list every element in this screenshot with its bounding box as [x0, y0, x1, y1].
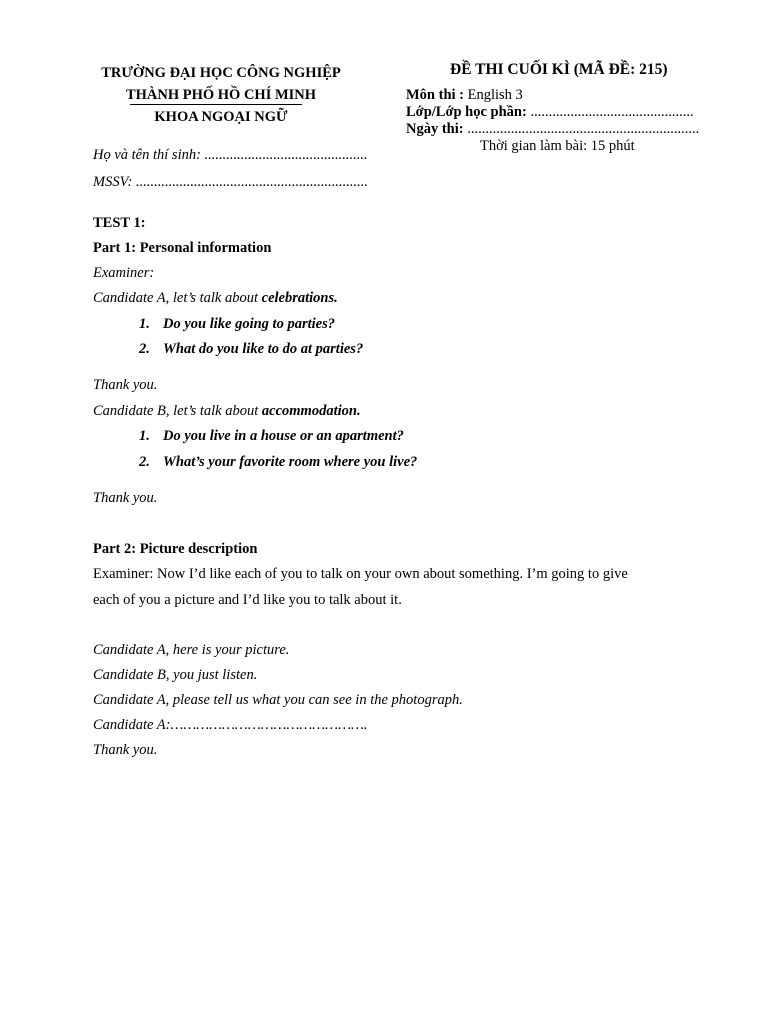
faculty-name: KHOA NGOẠI NGỮ	[154, 109, 288, 125]
subject-label: Môn thi :	[406, 87, 464, 103]
candidate-a-question-1	[139, 316, 335, 333]
date-label: Ngày thi:	[406, 121, 464, 137]
header-underline	[130, 104, 302, 105]
candidate-a-intro-text: Candidate A, let’s talk about	[93, 290, 262, 306]
university-name-line2-text: THÀNH PHỐ HỒ CHÍ MINH	[125, 87, 317, 103]
part2-line-3: Candidate A, please tell us what you can see in the photograph.	[93, 692, 463, 708]
candidate-b-intro-text: Candidate B, let’s talk about	[93, 403, 262, 419]
subject-row	[406, 87, 523, 104]
candidate-b-question-2	[139, 454, 417, 471]
examiner-label: Examiner:	[93, 265, 155, 281]
part2-instruction-line2: each of you a picture and I’d like you to talk about it.	[93, 592, 402, 608]
class-row	[406, 104, 694, 121]
part2-line-4: Candidate A:……………………………………….	[93, 717, 368, 733]
question-text: What do you like to do at parties?	[163, 341, 364, 357]
class-dots: .............................................	[530, 104, 694, 120]
part2-line-2: Candidate B, you just listen.	[93, 667, 258, 683]
exam-duration: Thời gian làm bài: 15 phút	[480, 138, 635, 154]
question-text: Do you live in a house or an apartment?	[163, 428, 404, 444]
candidate-b-topic: accommodation.	[261, 403, 361, 419]
part2-instruction-line1: Examiner: Now I’d like each of you to talk on your own about something. I’m going to give	[93, 566, 628, 582]
university-name-line2	[80, 87, 362, 104]
candidate-b-question-1	[139, 428, 404, 445]
university-name-line1: TRƯỜNG ĐẠI HỌC CÔNG NGHIỆP	[101, 65, 341, 81]
question-number: 1.	[139, 316, 150, 332]
part2-line-5: Thank you.	[93, 742, 158, 758]
student-id-field: MSSV: ................................................................	[93, 174, 368, 190]
candidate-a-question-2	[139, 341, 363, 358]
class-label: Lớp/Lớp học phần:	[406, 104, 527, 120]
part2-title: Part 2: Picture description	[93, 541, 258, 557]
part1-title: Part 1: Personal information	[93, 240, 272, 256]
thank-you-1: Thank you.	[93, 377, 158, 393]
question-number: 2.	[139, 454, 150, 470]
candidate-a-intro	[93, 290, 338, 307]
test-title: TEST 1:	[93, 215, 146, 231]
student-name-field: Họ và tên thí sinh: .............................................	[93, 147, 368, 163]
question-number: 1.	[139, 428, 150, 444]
exam-title: ĐỀ THI CUỐI KÌ (MÃ ĐỀ: 215)	[450, 61, 668, 78]
date-row	[406, 121, 699, 138]
part2-line-1: Candidate A, here is your picture.	[93, 642, 290, 658]
candidate-b-intro	[93, 403, 361, 420]
subject-value: English 3	[467, 87, 523, 103]
thank-you-2: Thank you.	[93, 490, 158, 506]
candidate-a-topic: celebrations.	[261, 290, 338, 306]
question-text: What’s your favorite room where you live?	[163, 454, 418, 470]
question-number: 2.	[139, 341, 150, 357]
date-dots: ................................................................	[467, 121, 700, 137]
question-text: Do you like going to parties?	[163, 316, 335, 332]
